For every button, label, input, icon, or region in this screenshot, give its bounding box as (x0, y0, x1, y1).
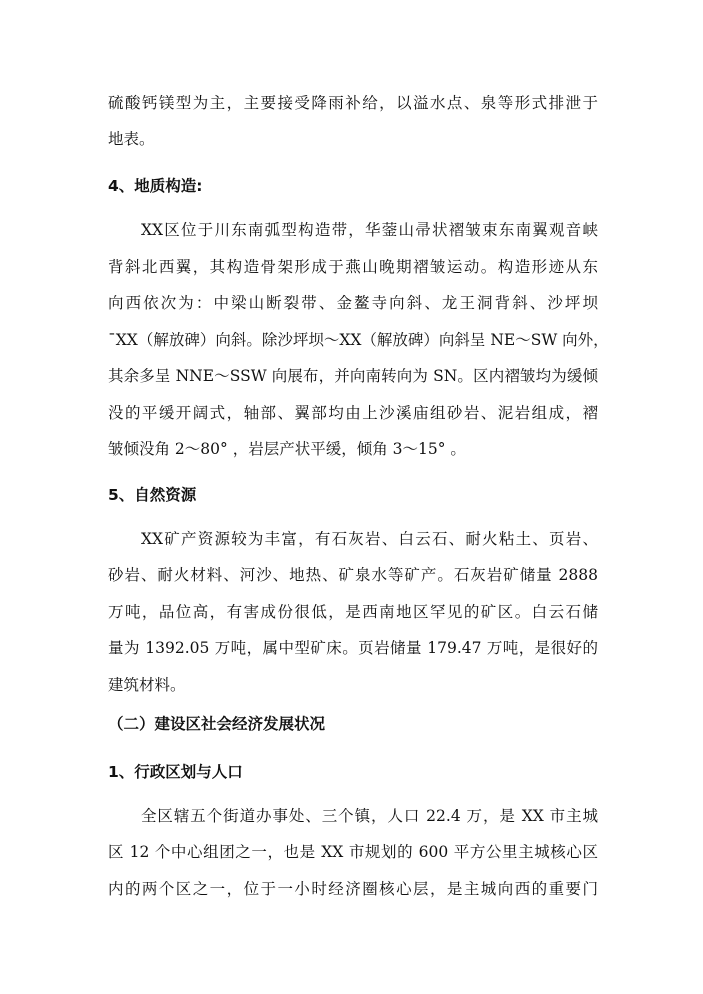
paragraph-line: 其余多呈 NNE～SSW 向展布，并向南转向为 SN。区内褶皱均为缓倾 (108, 367, 598, 385)
paragraph-line: XX区位于川东南弧型构造带，华蓥山帚状褶皱束东南翼观音峡 (141, 221, 598, 239)
paragraph-line: 硫酸钙镁型为主，主要接受降雨补给，以溢水点、泉等形式排泄于 (108, 94, 598, 112)
paragraph-line: 区 12 个中心组团之一，也是 XX 市规划的 600 平方公里主城核心区 (108, 843, 598, 861)
paragraph-line: 皱倾没角 2～80° ，岩层产状平缓，倾角 3～15° 。 (108, 440, 466, 458)
paragraph-line: XX矿产资源较为丰富，有石灰岩、白云石、耐火粘土、页岩、 (141, 530, 598, 548)
section-heading-administration: 1、行政区划与人口 (108, 763, 243, 781)
paragraph-line: 量为 1392.05 万吨，属中型矿床。页岩储量 179.47 万吨，是很好的 (108, 639, 598, 657)
section-heading-resources: 5、自然资源 (108, 486, 197, 504)
paragraph-line: 没的平缓开阔式，轴部、翼部均由上沙溪庙组砂岩、泥岩组成，褶 (108, 404, 598, 422)
section-heading-socioeconomic: （二）建设区社会经济发展状况 (108, 715, 326, 733)
paragraph-line: 万吨，品位高，有害成份很低，是西南地区罕见的矿区。白云石储 (108, 603, 598, 621)
paragraph-line: ¯XX（解放碑）向斜。除沙坪坝～XX（解放碑）向斜呈 NE～SW 向外， (108, 331, 609, 349)
paragraph-line: 地表。 (108, 130, 155, 148)
paragraph-line: 内的两个区之一，位于一小时经济圈核心层，是主城向西的重要门 (108, 880, 598, 898)
paragraph-line: 背斜北西翼，其构造骨架形成于燕山晚期褶皱运动。构造形迹从东 (108, 258, 598, 276)
paragraph-line: 向西依次为：中梁山断裂带、金鳌寺向斜、龙王洞背斜、沙坪坝 (108, 294, 598, 312)
paragraph-line: 全区辖五个街道办事处、三个镇，人口 22.4 万，是 XX 市主城 (141, 807, 598, 825)
paragraph-line: 建筑材料。 (108, 676, 186, 694)
paragraph-line: 砂岩、耐火材料、河沙、地热、矿泉水等矿产。石灰岩矿储量 2888 (108, 566, 598, 584)
section-heading-geology: 4、地质构造: (108, 177, 203, 195)
